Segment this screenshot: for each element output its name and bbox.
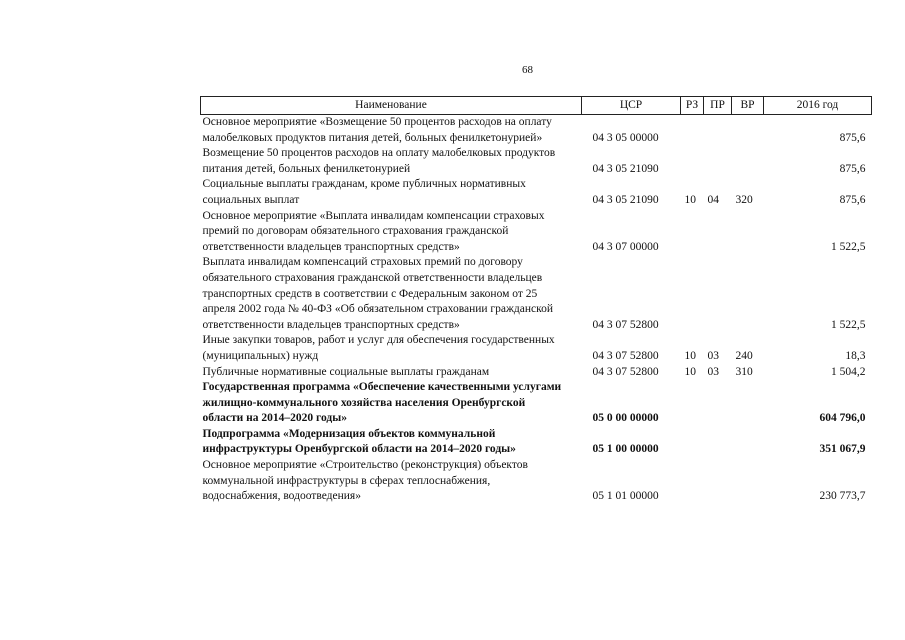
cell-vr	[732, 458, 764, 505]
cell-name: Иные закупки товаров, работ и услуг для обеспечения государственных (муниципальных) нужд	[202, 334, 555, 362]
cell-vr: 240	[735, 349, 753, 362]
cell-pr	[704, 115, 732, 147]
cell-pr: 03	[707, 349, 719, 362]
cell-vr: 320	[735, 193, 753, 206]
cell-pr	[704, 255, 732, 333]
page-number: 68	[522, 64, 533, 76]
cell-amount: 1 522,5	[831, 240, 866, 253]
cell-rz	[681, 255, 704, 333]
cell-vr: 310	[735, 365, 753, 378]
cell-csr: 05 1 00 00000	[592, 443, 659, 456]
cell-amount: 875,6	[839, 131, 866, 144]
cell-rz: 10	[684, 193, 696, 206]
cell-name: Основное мероприятие «Строительство (реконструкция) объектов коммунальной инфраструктуры в сферах теплоснабжения, водоснабжения, водоотведения»	[202, 459, 528, 503]
cell-name: Выплата инвалидам компенсаций страховых премий по договору обязательного страхования гражданской ответственности владельцев транспортных средств в соответствии с Федеральным законом от 25 апреля 2002 года № 40-ФЗ «Об обязательном страховании гражданской ответственности владельцев транспортных средств»	[202, 256, 554, 331]
header-year: 2016 год	[764, 97, 872, 115]
cell-pr: 03	[707, 365, 719, 378]
cell-name: Публичные нормативные социальные выплаты гражданам	[202, 365, 490, 378]
cell-amount: 875,6	[839, 162, 866, 175]
cell-amount: 604 796,0	[819, 412, 866, 425]
cell-pr	[704, 458, 732, 505]
cell-rz	[681, 380, 704, 427]
table-row	[201, 177, 872, 208]
cell-csr: 05 1 01 00000	[592, 490, 659, 503]
cell-csr: 04 3 05 00000	[592, 131, 659, 144]
cell-name: Основное мероприятие «Выплата инвалидам компенсации страховых премий по договорам обязательного страхования гражданской ответственности владельцев транспортных средств»	[202, 209, 545, 253]
header-csr: ЦСР	[582, 97, 681, 115]
cell-amount: 230 773,7	[819, 490, 866, 503]
cell-rz	[681, 209, 704, 256]
header-rz: РЗ	[681, 97, 704, 115]
cell-amount: 1 504,2	[831, 365, 866, 378]
cell-name: Подпрограмма «Модернизация объектов коммунальной инфраструктуры Оренбургской области на 2014–2020 годы»	[202, 427, 516, 456]
cell-pr	[704, 427, 732, 458]
table-row	[201, 115, 872, 147]
cell-amount: 18,3	[845, 349, 866, 362]
cell-vr	[732, 255, 764, 333]
cell-pr	[704, 380, 732, 427]
cell-rz	[681, 115, 704, 147]
header-name: Наименование	[201, 97, 582, 115]
budget-table	[200, 96, 872, 505]
cell-name: Возмещение 50 процентов расходов на оплату малобелковых продуктов питания детей, больных фенилкетонурией	[202, 147, 556, 175]
cell-name: Основное мероприятие «Возмещение 50 процентов расходов на оплату малобелковых продуктов питания детей, больных фенилкетонурией»	[202, 116, 552, 144]
cell-vr	[732, 380, 764, 427]
cell-name: Государственная программа «Обеспечение качественными услугами жилищно-коммунального хозяйства населения Оренбургской области на 2014–2020 годы»	[202, 381, 562, 425]
cell-csr: 04 3 07 52800	[592, 349, 659, 362]
table-row	[201, 458, 872, 505]
cell-csr: 04 3 07 52800	[592, 318, 659, 331]
cell-csr: 04 3 05 21090	[592, 193, 659, 206]
cell-rz	[681, 458, 704, 505]
cell-name: Социальные выплаты гражданам, кроме публичных нормативных социальных выплат	[202, 178, 526, 206]
cell-vr	[732, 146, 764, 177]
table-row	[201, 255, 872, 333]
table-row	[201, 146, 872, 177]
cell-amount: 351 067,9	[819, 443, 866, 456]
cell-vr	[732, 209, 764, 256]
cell-amount: 875,6	[839, 193, 866, 206]
cell-rz	[681, 146, 704, 177]
cell-csr: 04 3 07 00000	[592, 240, 659, 253]
cell-rz: 10	[684, 365, 696, 378]
cell-pr	[704, 209, 732, 256]
cell-pr	[704, 146, 732, 177]
table-row	[201, 380, 872, 427]
header-pr: ПР	[704, 97, 732, 115]
table-row	[201, 333, 872, 364]
cell-amount: 1 522,5	[831, 318, 866, 331]
cell-pr: 04	[707, 193, 719, 206]
table-row	[201, 427, 872, 458]
cell-csr: 05 0 00 00000	[592, 412, 659, 425]
header-vr: ВР	[732, 97, 764, 115]
cell-vr	[732, 427, 764, 458]
cell-rz: 10	[684, 349, 696, 362]
cell-rz	[681, 427, 704, 458]
table-header	[201, 97, 872, 115]
table-body	[201, 115, 872, 505]
table-row	[201, 365, 872, 381]
cell-csr: 04 3 07 52800	[592, 365, 659, 378]
cell-vr	[732, 115, 764, 147]
table-row	[201, 209, 872, 256]
cell-csr: 04 3 05 21090	[592, 162, 659, 175]
